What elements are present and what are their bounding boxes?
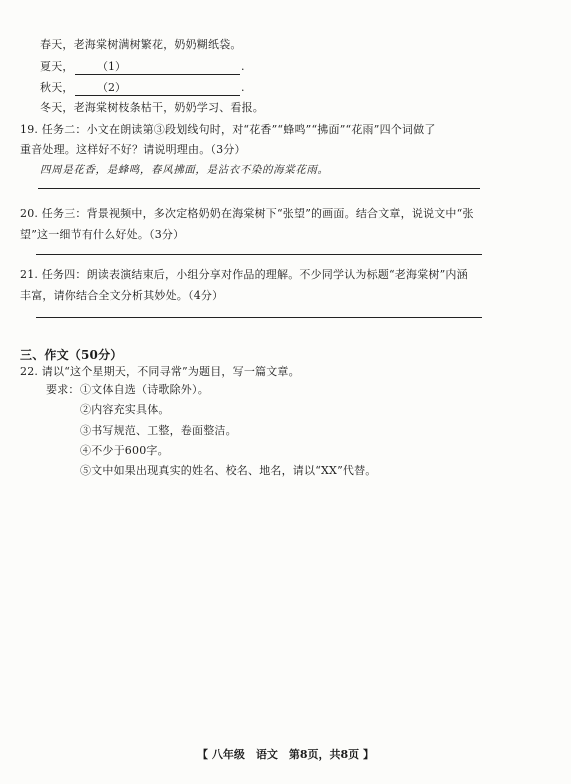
page-footer: 【 八年级 语文 第8页，共8页 】 [197,748,374,761]
section3-heading: 三、作文（50分） [20,348,123,362]
q21-answer-line[interactable] [36,317,482,318]
poem-autumn-label: 秋天， [40,81,74,94]
requirement-3: ③书写规范、工整，卷面整洁。 [80,424,237,437]
summer-line-end: . [241,60,245,73]
poem-spring-line: 春天，老海棠树满树繁花，奶奶糊纸袋。 [40,38,242,51]
autumn-blank-number: （2） [97,81,126,94]
requirements-label: 要求： [46,383,80,396]
q22-prompt: 22. 请以“这个星期天，不同寻常”为题目，写一篇文章。 [20,365,300,378]
q21-line1: 21. 任务四：朗读表演结束后，小组分享对作品的理解。不少同学认为标题“老海棠树”内涵 [20,268,468,281]
q19-handwritten-answer: 四周是花香，是蜂鸣，春风拂面，是沾衣不染的海棠花雨。 [40,164,329,176]
requirement-2: ②内容充实具体。 [80,403,170,416]
autumn-answer-blank[interactable] [75,81,240,96]
requirement-5: ⑤文中如果出现真实的姓名、校名、地名，请以“XX”代替。 [80,464,377,477]
poem-summer-label: 夏天， [40,60,74,73]
summer-blank-number: （1） [97,60,126,73]
q21-line2: 丰富，请你结合全文分析其妙处。（4分） [20,289,224,302]
requirement-4: ④不少于600字。 [80,444,169,457]
q19-line2: 重音处理。这样好不好？请说明理由。（3分） [20,143,246,156]
q19-line1: 19. 任务二：小文在朗读第③段划线句时，对“花香”“蜂鸣”“拂面”“花雨”四个词做了 [20,123,436,136]
q19-answer-line[interactable] [38,188,480,189]
q20-line2: 望”这一细节有什么好处。（3分） [20,228,185,241]
poem-winter-line: 冬天，老海棠树枝条枯干，奶奶学习、看报。 [40,101,264,114]
summer-answer-blank[interactable] [75,60,240,75]
q20-answer-line[interactable] [36,254,482,255]
q20-line1: 20. 任务三：背景视频中，多次定格奶奶在海棠树下“张望”的画面。结合文章，说说文中“张 [20,207,474,220]
autumn-line-end: . [241,81,245,94]
requirement-1: ①文体自选（诗歌除外）。 [80,383,209,396]
